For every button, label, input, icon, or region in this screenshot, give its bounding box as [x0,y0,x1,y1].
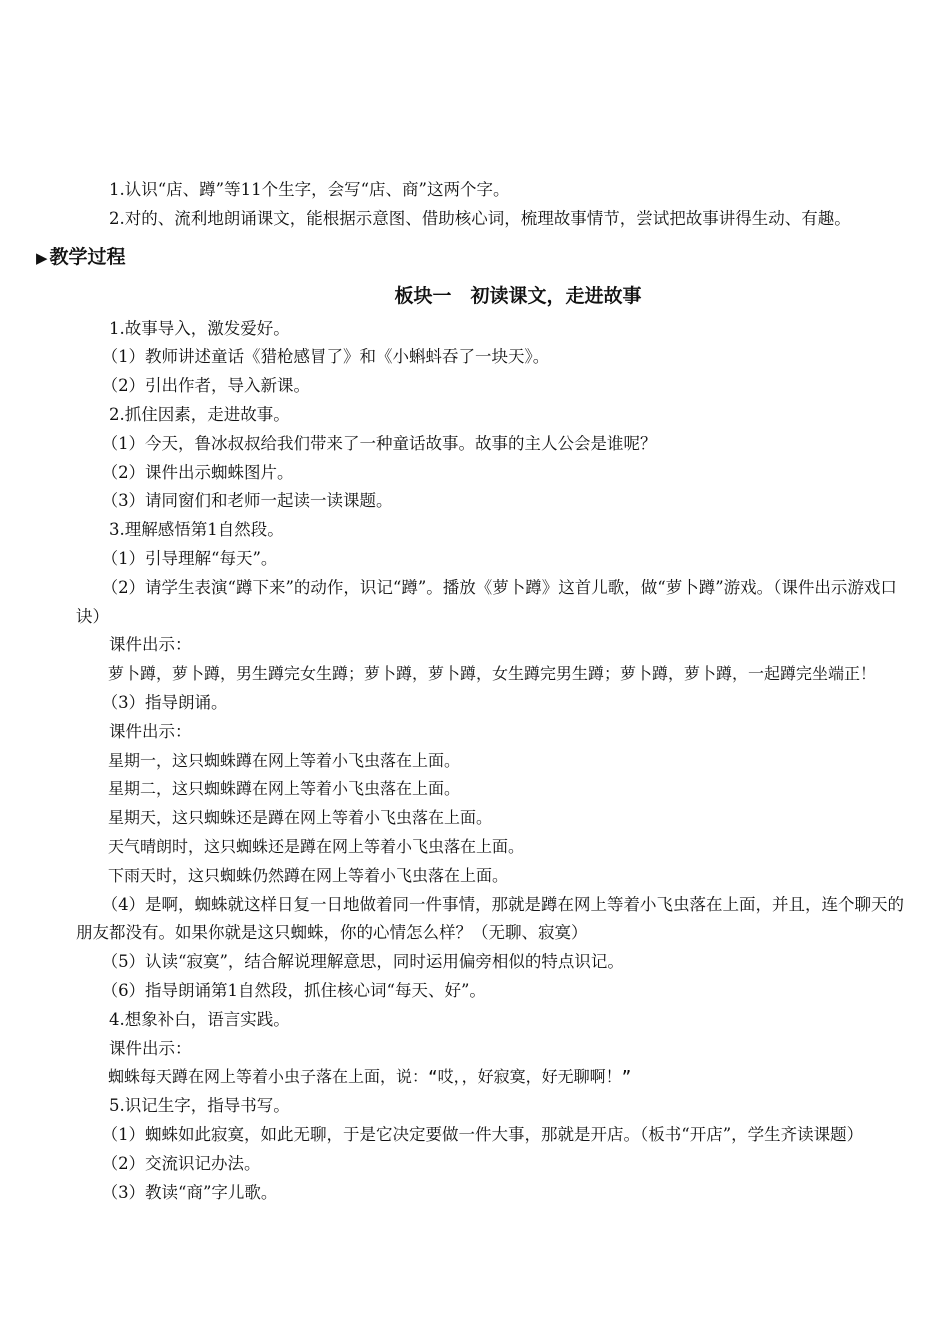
step-2-3: （3）请同窗们和老师一起读一读课题。 [101,491,393,511]
step-2-2: （2）课件出示蜘蛛图片。 [101,462,294,482]
courseware-label-1: 课件出示： [109,635,192,655]
step-5-1: （1）蜘蛛如此寂寞，如此无聊，于是它决定要做一件大事，那就是开店。（板书“开店”，学生齐读课题） [101,1124,864,1144]
teaching-process-heading-text: 教学过程 [49,245,126,268]
chant-text: 萝卜蹲，萝卜蹲，男生蹲完女生蹲；萝卜蹲，萝卜蹲，女生蹲完男生蹲；萝卜蹲，萝卜蹲，一起蹲完坐端正！ [108,664,877,684]
reading-line-5: 下雨天时，这只蜘蛛仍然蹲在网上等着小飞虫落在上面。 [108,865,509,885]
fill-in-sentence: 蜘蛛每天蹲在网上等着小虫子落在上面，说：“哎，，好寂寞，好无聊啊！” [108,1067,632,1087]
step-3-5: （5）认读“寂寞”，结合解说理解意思，同时运用偏旁相似的特点识记。 [101,952,624,972]
step-1: 1.故事导入，激发爱好。 [109,318,290,338]
courseware-label-3: 课件出示： [109,1038,192,1058]
step-1-2: （2）引出作者，导入新课。 [101,376,311,396]
reading-line-3: 星期天，这只蜘蛛还是蹲在网上等着小飞虫落在上面。 [108,808,493,828]
step-5-3: （3）教读“商”字儿歌。 [101,1182,278,1202]
step-4: 4.想象补白，语言实践。 [109,1009,290,1029]
teaching-process-heading [36,240,910,275]
step-2: 2.抓住因素，走进故事。 [109,404,290,424]
triangle-marker-icon: ▶ [36,248,48,267]
step-3-2: （2）请学生表演“蹲下来”的动作，识记“蹲”。播放《萝卜蹲》这首儿歌，做“萝卜蹲”游戏。（课件出示游戏口诀） [76,577,897,626]
step-3: 3.理解感悟第1自然段。 [109,520,284,540]
courseware-label-2: 课件出示： [109,721,192,741]
step-3-3: （3）指导朗诵。 [101,692,228,712]
step-5: 5.识记生字，指导书写。 [109,1096,290,1116]
reading-line-2: 星期二，这只蜘蛛蹲在网上等着小飞虫落在上面。 [108,779,461,799]
reading-line-4: 天气晴朗时，这只蜘蛛还是蹲在网上等着小飞虫落在上面。 [108,836,525,856]
step-1-1: （1）教师讲述童话《猎枪感冒了》和《小蝌蚪吞了一块天》。 [101,347,550,367]
step-2-1: （1）今天，鲁冰叔叔给我们带来了一种童话故事。故事的主人公会是谁呢？ [101,433,657,453]
section-title: 板块一 初读课文，走进故事 [394,284,642,307]
step-3-6: （6）指导朗诵第1自然段，抓住核心词“每天、好”。 [101,980,486,1000]
reading-line-1: 星期一，这只蜘蛛蹲在网上等着小飞虫落在上面。 [108,750,461,770]
document-body [36,176,910,1207]
step-5-2: （2）交流识记办法。 [101,1153,261,1173]
objective-item-1: 1.认识“店、蹲”等11个生字，会写“店、商”这两个字。 [109,180,510,199]
step-3-1: （1）引导理解“每天”。 [101,548,278,568]
objective-item-2: 2.对的、流利地朗诵课文，能根据示意图、借助核心词，梳理故事情节，尝试把故事讲得生动、有趣。 [109,208,851,228]
step-3-4: （4）是啊，蜘蛛就这样日复一日地做着同一件事情，那就是蹲在网上等着小飞虫落在上面，并且，连个聊天的朋友都没有。如果你就是这只蜘蛛，你的心情怎么样？（无聊、寂寞） [76,894,905,943]
